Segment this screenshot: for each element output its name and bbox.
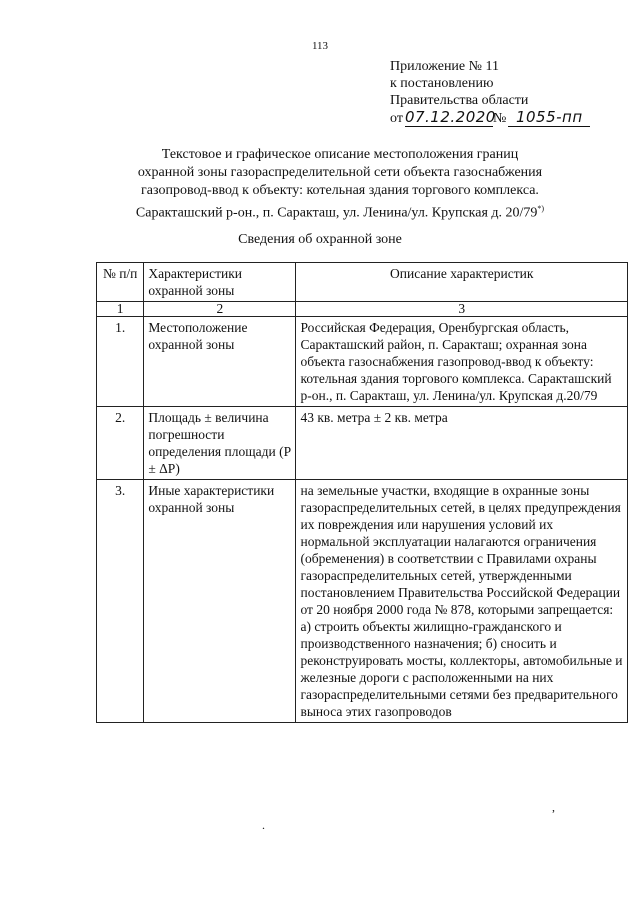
appendix-block xyxy=(390,58,590,127)
number-label: № xyxy=(492,111,507,126)
protection-zone-table xyxy=(96,262,628,723)
table-header-row xyxy=(97,263,628,302)
table-row xyxy=(97,480,628,723)
table-index-row xyxy=(97,302,628,317)
row-characteristic: Площадь ± величина погрешности определения площади (Р ± ΔР) xyxy=(144,407,296,480)
table-row xyxy=(97,407,628,480)
row-characteristic: Местоположение охранной зоны xyxy=(144,317,296,407)
row-number: 3. xyxy=(97,480,144,723)
appendix-line-2: к постановлению xyxy=(390,76,494,91)
title-line-4 xyxy=(60,200,620,223)
header-number: № п/п xyxy=(97,263,144,302)
row-description: на земельные участки, входящие в охранные зоны газораспределительных сетей, в целях предупреждения их повреждения или нарушения условий их нормальной эксплуатации налагаются ограничения (обременения) в соответствии с Правилами охраны газораспределительных сетей, утвержденными постановлением Правительства Российской Федерации от 20 ноября 2000 года № 878, которыми запрещается: а) строить объекты жилищно-гражданского и производственного назначения; б) сносить и реконструировать мосты, коллекторы, автомобильные и железные дороги с расположенными на них газораспределительными сетями без предварительного выноса этих газопроводов xyxy=(296,480,628,723)
footnote-mark: *) xyxy=(537,204,545,213)
row-description: Российская Федерация, Оренбургская область, Саракташский район, п. Саракташ; охранная зона объекта газоснабжения газопровод-ввод к объекту: котельная здания торгового комплекса. Саракташский р-он., п. Саракташ, ул. Ленина/ул. Крупская д.20/79 xyxy=(296,317,628,407)
index-cell: 1 xyxy=(97,302,144,317)
title-line-2: охранной зоны газораспределительной сети объекта газоснабжения xyxy=(137,165,543,180)
handwritten-number: 1055-пп xyxy=(508,109,590,127)
row-characteristic: Иные характеристики охранной зоны xyxy=(144,480,296,723)
row-description: 43 кв. метра ± 2 кв. метра xyxy=(296,407,628,480)
page-number: 113 xyxy=(311,40,329,52)
row-number: 2. xyxy=(97,407,144,480)
title-line-4-text: Саракташский р-он., п. Саракташ, ул. Ленина/ул. Крупская д. 20/79 xyxy=(135,205,538,221)
index-cell: 3 xyxy=(296,302,628,317)
appendix-date-line xyxy=(390,109,590,127)
stray-comma-mark: , xyxy=(552,800,555,814)
section-subtitle: Сведения об охранной зоне xyxy=(238,232,402,247)
stray-dot-mark: . xyxy=(262,818,265,832)
handwritten-date: 07.12.2020 xyxy=(404,108,496,126)
appendix-line-1: Приложение № 11 xyxy=(390,59,499,74)
appendix-line-3: Правительства области xyxy=(390,93,529,108)
row-number: 1. xyxy=(97,317,144,407)
from-label: от xyxy=(390,111,403,126)
header-description: Описание характеристик xyxy=(296,263,628,302)
document-title xyxy=(60,146,620,223)
title-line-1: Текстовое и графическое описание местоположения границ xyxy=(161,147,519,162)
header-characteristics: Характеристики охранной зоны xyxy=(144,263,296,302)
index-cell: 2 xyxy=(144,302,296,317)
title-line-3: газопровод-ввод к объекту: котельная здания торгового комплекса. xyxy=(141,183,539,198)
table-row xyxy=(97,317,628,407)
